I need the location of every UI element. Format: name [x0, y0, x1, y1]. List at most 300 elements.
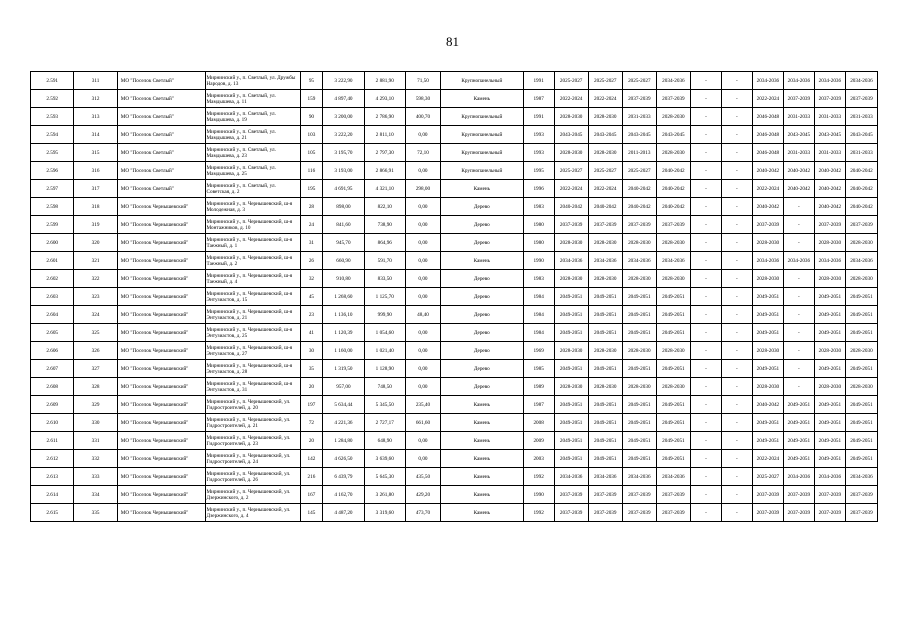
dash-cell: - [690, 378, 721, 396]
row-number: 2.609 [31, 396, 74, 414]
municipality-cell: МО "Поселок Чернышевский" [117, 342, 205, 360]
nonliving-area-cell: 298,00 [405, 180, 440, 198]
period-cell: 2049-2051 [783, 432, 814, 450]
row-number: 2.606 [31, 342, 74, 360]
year-built-cell: 1995 [523, 162, 554, 180]
wall-material-cell: Дерево [441, 324, 524, 342]
period-cell: 2049-2051 [554, 306, 588, 324]
dash-cell: - [721, 198, 752, 216]
year-built-cell: 1984 [523, 324, 554, 342]
mkd-number: 326 [74, 342, 117, 360]
period-cell: - [783, 198, 814, 216]
municipality-cell: МО "Поселок Светлый" [117, 90, 205, 108]
dash-cell: - [690, 432, 721, 450]
period-cell: 2046-2048 [752, 126, 783, 144]
table-row [31, 252, 878, 270]
period-cell: 2049-2051 [814, 306, 845, 324]
year-built-cell: 1990 [523, 486, 554, 504]
municipality-cell: МО "Поселок Чернышевский" [117, 450, 205, 468]
total-area-cell: 957,00 [323, 378, 364, 396]
period-cell: 2037-2039 [554, 486, 588, 504]
year-built-cell: 1992 [523, 468, 554, 486]
period-cell: 2049-2051 [622, 414, 656, 432]
period-cell: 2025-2027 [622, 72, 656, 90]
municipality-cell: МО "Поселок Светлый" [117, 72, 205, 90]
period-cell: 2034-2036 [814, 252, 845, 270]
period-cell: 2049-2051 [588, 396, 622, 414]
year-built-cell: 2009 [523, 432, 554, 450]
row-number: 2.596 [31, 162, 74, 180]
mkd-number: 323 [74, 288, 117, 306]
period-cell: 2040-2042 [554, 198, 588, 216]
period-cell: - [783, 270, 814, 288]
total-area-cell: 3 222,90 [323, 72, 364, 90]
living-area-cell: 822,10 [364, 198, 405, 216]
period-cell: 2022-2024 [588, 180, 622, 198]
living-area-cell: 1 054,60 [364, 324, 405, 342]
dash-cell: - [721, 468, 752, 486]
period-cell: 2040-2042 [656, 198, 690, 216]
living-area-cell: 2 727,17 [364, 414, 405, 432]
period-cell: 2028-2030 [656, 378, 690, 396]
nonliving-area-cell: 0,00 [405, 324, 440, 342]
period-cell: 2037-2039 [814, 504, 845, 522]
total-area-cell: 4 691,95 [323, 180, 364, 198]
period-cell: 2028-2030 [656, 342, 690, 360]
period-cell: 2034-2036 [622, 468, 656, 486]
nonliving-area-cell: 72,10 [405, 144, 440, 162]
nonliving-area-cell: 48,40 [405, 306, 440, 324]
period-cell: 2034-2036 [752, 72, 783, 90]
municipality-cell: МО "Поселок Чернышевский" [117, 288, 205, 306]
total-area-cell: 660,90 [323, 252, 364, 270]
dash-cell: - [721, 252, 752, 270]
municipality-cell: МО "Поселок Светлый" [117, 126, 205, 144]
residents-cell: 105 [300, 144, 323, 162]
address-cell: Мирнинский у., п. Чернышевский, ш-я Энтузиастов, д. 21 [205, 306, 300, 324]
period-cell: 2049-2051 [845, 288, 877, 306]
period-cell: 2037-2039 [752, 216, 783, 234]
period-cell: 2049-2051 [656, 450, 690, 468]
period-cell: 2040-2042 [752, 162, 783, 180]
living-area-cell: 591,70 [364, 252, 405, 270]
living-area-cell: 5 345,50 [364, 396, 405, 414]
table-row [31, 162, 878, 180]
dash-cell: - [690, 90, 721, 108]
municipality-cell: МО "Поселок Чернышевский" [117, 252, 205, 270]
total-area-cell: 945,70 [323, 234, 364, 252]
residents-cell: 41 [300, 324, 323, 342]
row-number: 2.593 [31, 108, 74, 126]
period-cell: 2049-2051 [656, 324, 690, 342]
table-row [31, 468, 878, 486]
living-area-cell: 4 321,10 [364, 180, 405, 198]
mkd-number: 332 [74, 450, 117, 468]
period-cell: 2043-2045 [783, 126, 814, 144]
period-cell: 2049-2051 [752, 288, 783, 306]
period-cell: 2028-2030 [554, 270, 588, 288]
period-cell: 2040-2042 [845, 162, 877, 180]
dash-cell: - [721, 288, 752, 306]
residents-cell: 142 [300, 450, 323, 468]
living-area-cell: 2 866,91 [364, 162, 405, 180]
period-cell: 2049-2051 [554, 450, 588, 468]
living-area-cell: 1 128,90 [364, 360, 405, 378]
mkd-number: 311 [74, 72, 117, 90]
period-cell: 2022-2024 [752, 90, 783, 108]
total-area-cell: 1 319,50 [323, 360, 364, 378]
residents-cell: 197 [300, 396, 323, 414]
period-cell: 2049-2051 [588, 414, 622, 432]
dash-cell: - [721, 504, 752, 522]
nonliving-area-cell: 429,20 [405, 486, 440, 504]
living-area-cell: 999,90 [364, 306, 405, 324]
living-area-cell: 5 645,30 [364, 468, 405, 486]
dash-cell: - [690, 396, 721, 414]
period-cell: 2049-2051 [554, 324, 588, 342]
period-cell: 2049-2051 [814, 288, 845, 306]
nonliving-area-cell: 0,00 [405, 162, 440, 180]
nonliving-area-cell: 0,00 [405, 270, 440, 288]
period-cell: 2043-2045 [814, 126, 845, 144]
period-cell: 2049-2051 [588, 360, 622, 378]
mkd-number: 333 [74, 468, 117, 486]
dash-cell: - [721, 234, 752, 252]
period-cell: 2037-2039 [752, 504, 783, 522]
dash-cell: - [690, 270, 721, 288]
year-built-cell: 1980 [523, 234, 554, 252]
period-cell: 2040-2042 [845, 198, 877, 216]
address-cell: Мирнинский у., п. Светлый, ул. Мамдышева, д. 11 [205, 90, 300, 108]
table-row [31, 126, 878, 144]
wall-material-cell: Камень [441, 432, 524, 450]
period-cell: 2040-2042 [783, 162, 814, 180]
year-built-cell: 1983 [523, 198, 554, 216]
total-area-cell: 4 221,36 [323, 414, 364, 432]
total-area-cell: 1 120,39 [323, 324, 364, 342]
period-cell: 2028-2030 [622, 234, 656, 252]
dash-cell: - [690, 180, 721, 198]
nonliving-area-cell: 235,40 [405, 396, 440, 414]
wall-material-cell: Дерево [441, 342, 524, 360]
address-cell: Мирнинский у., п. Чернышевский, ул. Гидростроителей, д. 21 [205, 414, 300, 432]
period-cell: 2028-2030 [752, 342, 783, 360]
nonliving-area-cell: 0,00 [405, 126, 440, 144]
table-row [31, 72, 878, 90]
living-area-cell: 1 125,70 [364, 288, 405, 306]
table-row [31, 198, 878, 216]
row-number: 2.592 [31, 90, 74, 108]
table-row [31, 288, 878, 306]
period-cell: 2049-2051 [783, 396, 814, 414]
period-cell: 2040-2042 [656, 180, 690, 198]
wall-material-cell: Дерево [441, 360, 524, 378]
period-cell: 2028-2030 [622, 270, 656, 288]
period-cell: 2049-2051 [588, 324, 622, 342]
period-cell: 2031-2033 [783, 144, 814, 162]
period-cell: 2037-2039 [783, 90, 814, 108]
period-cell: 2046-2048 [752, 144, 783, 162]
nonliving-area-cell: 400,70 [405, 108, 440, 126]
residents-cell: 103 [300, 126, 323, 144]
residents-cell: 95 [300, 72, 323, 90]
table-row [31, 432, 878, 450]
period-cell: 2049-2051 [554, 396, 588, 414]
address-cell: Мирнинский у., п. Светлый, ул. Мамдышева, д. 21 [205, 126, 300, 144]
mkd-number: 320 [74, 234, 117, 252]
municipality-cell: МО "Поселок Чернышевский" [117, 270, 205, 288]
period-cell: 2037-2039 [588, 216, 622, 234]
total-area-cell: 841,60 [323, 216, 364, 234]
period-cell: 2049-2051 [656, 360, 690, 378]
dash-cell: - [721, 306, 752, 324]
period-cell: 2049-2051 [814, 324, 845, 342]
period-cell: 2028-2030 [588, 270, 622, 288]
living-area-cell: 2 811,10 [364, 126, 405, 144]
row-number: 2.612 [31, 450, 74, 468]
row-number: 2.604 [31, 306, 74, 324]
residents-cell: 20 [300, 378, 323, 396]
period-cell: 2028-2030 [814, 234, 845, 252]
wall-material-cell: Дерево [441, 288, 524, 306]
dash-cell: - [721, 360, 752, 378]
residents-cell: 72 [300, 414, 323, 432]
year-built-cell: 1993 [523, 126, 554, 144]
period-cell: 2028-2030 [554, 234, 588, 252]
table-row [31, 324, 878, 342]
row-number: 2.597 [31, 180, 74, 198]
address-cell: Мирнинский у., п. Чернышевский, ш-я Таежный, д. 1 [205, 234, 300, 252]
living-area-cell: 864,96 [364, 234, 405, 252]
row-number: 2.600 [31, 234, 74, 252]
address-cell: Мирнинский у., п. Чернышевский, ул. Дзержинского, д. 2 [205, 486, 300, 504]
period-cell: 2046-2048 [752, 108, 783, 126]
nonliving-area-cell: 0,00 [405, 342, 440, 360]
dash-cell: - [721, 450, 752, 468]
period-cell: 2037-2039 [814, 90, 845, 108]
period-cell: 2034-2036 [656, 252, 690, 270]
nonliving-area-cell: 0,00 [405, 288, 440, 306]
row-number: 2.614 [31, 486, 74, 504]
period-cell: 2049-2051 [656, 432, 690, 450]
year-built-cell: 2003 [523, 450, 554, 468]
address-cell: Мирнинский у., п. Чернышевский, ул. Гидростроителей, д. 24 [205, 450, 300, 468]
row-number: 2.608 [31, 378, 74, 396]
total-area-cell: 4 162,70 [323, 486, 364, 504]
period-cell: - [783, 324, 814, 342]
nonliving-area-cell: 0,00 [405, 216, 440, 234]
year-built-cell: 1969 [523, 342, 554, 360]
residents-cell: 90 [300, 108, 323, 126]
address-cell: Мирнинский у., п. Чернышевский, ш-я Молодежная, д. 3 [205, 198, 300, 216]
period-cell: 2049-2051 [814, 396, 845, 414]
period-cell: - [783, 342, 814, 360]
period-cell: 2049-2051 [588, 288, 622, 306]
municipality-cell: МО "Поселок Чернышевский" [117, 198, 205, 216]
period-cell: - [783, 288, 814, 306]
period-cell: 2028-2030 [554, 108, 588, 126]
mkd-number: 316 [74, 162, 117, 180]
total-area-cell: 3 222,20 [323, 126, 364, 144]
municipality-cell: МО "Поселок Чернышевский" [117, 234, 205, 252]
living-area-cell: 3 261,80 [364, 486, 405, 504]
mkd-number: 331 [74, 432, 117, 450]
year-built-cell: 1991 [523, 108, 554, 126]
period-cell: 2034-2036 [845, 72, 877, 90]
period-cell: 2022-2024 [588, 90, 622, 108]
municipality-cell: МО "Поселок Чернышевский" [117, 396, 205, 414]
municipality-cell: МО "Поселок Светлый" [117, 180, 205, 198]
period-cell: 2031-2033 [814, 108, 845, 126]
period-cell: 2049-2051 [622, 432, 656, 450]
address-cell: Мирнинский у., п. Чернышевский, ш-я Таежный, д. 4 [205, 270, 300, 288]
total-area-cell: 1 160,00 [323, 342, 364, 360]
table-row [31, 144, 878, 162]
period-cell: 2025-2027 [752, 468, 783, 486]
period-cell: 2028-2030 [656, 144, 690, 162]
address-cell: Мирнинский у., п. Светлый, ул. Мамдышева, д. 19 [205, 108, 300, 126]
living-area-cell: 1 021,40 [364, 342, 405, 360]
table-row [31, 504, 878, 522]
dash-cell: - [690, 216, 721, 234]
year-built-cell: 1992 [523, 504, 554, 522]
mkd-number: 317 [74, 180, 117, 198]
period-cell: 2028-2030 [554, 144, 588, 162]
wall-material-cell: Крупнопанельный [441, 72, 524, 90]
period-cell: 2037-2039 [845, 216, 877, 234]
table-row [31, 270, 878, 288]
period-cell: 2028-2030 [656, 234, 690, 252]
municipality-cell: МО "Поселок Чернышевский" [117, 324, 205, 342]
dash-cell: - [721, 486, 752, 504]
period-cell: 2049-2051 [845, 414, 877, 432]
period-cell: 2028-2030 [845, 378, 877, 396]
period-cell: 2031-2033 [783, 108, 814, 126]
period-cell: 2049-2051 [752, 324, 783, 342]
mkd-number: 334 [74, 486, 117, 504]
row-number: 2.599 [31, 216, 74, 234]
period-cell: 2049-2051 [656, 288, 690, 306]
total-area-cell: 1 136,10 [323, 306, 364, 324]
row-number: 2.610 [31, 414, 74, 432]
period-cell: 2049-2051 [845, 450, 877, 468]
period-cell: 2028-2030 [752, 270, 783, 288]
mkd-number: 313 [74, 108, 117, 126]
period-cell: 2040-2042 [814, 198, 845, 216]
period-cell: 2028-2030 [814, 378, 845, 396]
period-cell: 2022-2024 [752, 450, 783, 468]
period-cell: - [783, 216, 814, 234]
period-cell: 2037-2039 [622, 90, 656, 108]
period-cell: 2028-2030 [752, 378, 783, 396]
total-area-cell: 4 487,20 [323, 504, 364, 522]
row-number: 2.615 [31, 504, 74, 522]
year-built-cell: 1983 [523, 270, 554, 288]
row-number: 2.591 [31, 72, 74, 90]
mkd-number: 312 [74, 90, 117, 108]
period-cell: 2034-2036 [554, 252, 588, 270]
year-built-cell: 1987 [523, 396, 554, 414]
living-area-cell: 833,50 [364, 270, 405, 288]
period-cell: 2040-2042 [814, 162, 845, 180]
municipality-cell: МО "Поселок Чернышевский" [117, 414, 205, 432]
address-cell: Мирнинский у., п. Светлый, ул. Дружбы Народов, д. 13 [205, 72, 300, 90]
municipality-cell: МО "Поселок Чернышевский" [117, 432, 205, 450]
dash-cell: - [690, 468, 721, 486]
dash-cell: - [690, 288, 721, 306]
period-cell: 2028-2030 [588, 144, 622, 162]
period-cell: 2037-2039 [814, 486, 845, 504]
living-area-cell: 2 786,90 [364, 108, 405, 126]
period-cell: 2043-2045 [656, 126, 690, 144]
living-area-cell: 3 319,60 [364, 504, 405, 522]
residents-cell: 116 [300, 162, 323, 180]
period-cell: 2022-2024 [554, 90, 588, 108]
period-cell: 2037-2039 [845, 504, 877, 522]
period-cell: 2028-2030 [622, 378, 656, 396]
period-cell: 2043-2045 [622, 126, 656, 144]
wall-material-cell: Крупнопанельный [441, 108, 524, 126]
period-cell: 2049-2051 [588, 450, 622, 468]
mkd-number: 314 [74, 126, 117, 144]
address-cell: Мирнинский у., п. Чернышевский, ш-я Энтузиастов, д. 31 [205, 378, 300, 396]
wall-material-cell: Крупнопанельный [441, 162, 524, 180]
period-cell: 2028-2030 [588, 378, 622, 396]
row-number: 2.601 [31, 252, 74, 270]
period-cell: 2049-2051 [752, 414, 783, 432]
table-row [31, 378, 878, 396]
table-row [31, 234, 878, 252]
period-cell: 2040-2042 [622, 198, 656, 216]
period-cell: 2034-2036 [554, 468, 588, 486]
mkd-number: 319 [74, 216, 117, 234]
period-cell: 2043-2045 [845, 126, 877, 144]
wall-material-cell: Крупнопанельный [441, 144, 524, 162]
residents-cell: 26 [300, 252, 323, 270]
dash-cell: - [690, 144, 721, 162]
residents-cell: 167 [300, 486, 323, 504]
nonliving-area-cell: 473,70 [405, 504, 440, 522]
period-cell: 2040-2042 [783, 180, 814, 198]
row-number: 2.594 [31, 126, 74, 144]
page-number: 81 [446, 34, 459, 49]
wall-material-cell: Дерево [441, 270, 524, 288]
dash-cell: - [690, 162, 721, 180]
period-cell: 2034-2036 [814, 468, 845, 486]
dash-cell: - [690, 234, 721, 252]
table-row [31, 450, 878, 468]
municipality-cell: МО "Поселок Чернышевский" [117, 360, 205, 378]
dash-cell: - [721, 414, 752, 432]
residents-cell: 45 [300, 288, 323, 306]
table-row [31, 360, 878, 378]
year-built-cell: 1989 [523, 378, 554, 396]
year-built-cell: 1990 [523, 252, 554, 270]
residents-cell: 145 [300, 504, 323, 522]
period-cell: 2049-2051 [554, 360, 588, 378]
dash-cell: - [690, 450, 721, 468]
table-row [31, 90, 878, 108]
period-cell: 2037-2039 [622, 504, 656, 522]
nonliving-area-cell: 0,00 [405, 378, 440, 396]
period-cell: 2031-2033 [814, 144, 845, 162]
wall-material-cell: Камень [441, 468, 524, 486]
period-cell: 2049-2051 [588, 432, 622, 450]
period-cell: 2037-2039 [783, 504, 814, 522]
dash-cell: - [721, 180, 752, 198]
residents-cell: 216 [300, 468, 323, 486]
dash-cell: - [721, 342, 752, 360]
